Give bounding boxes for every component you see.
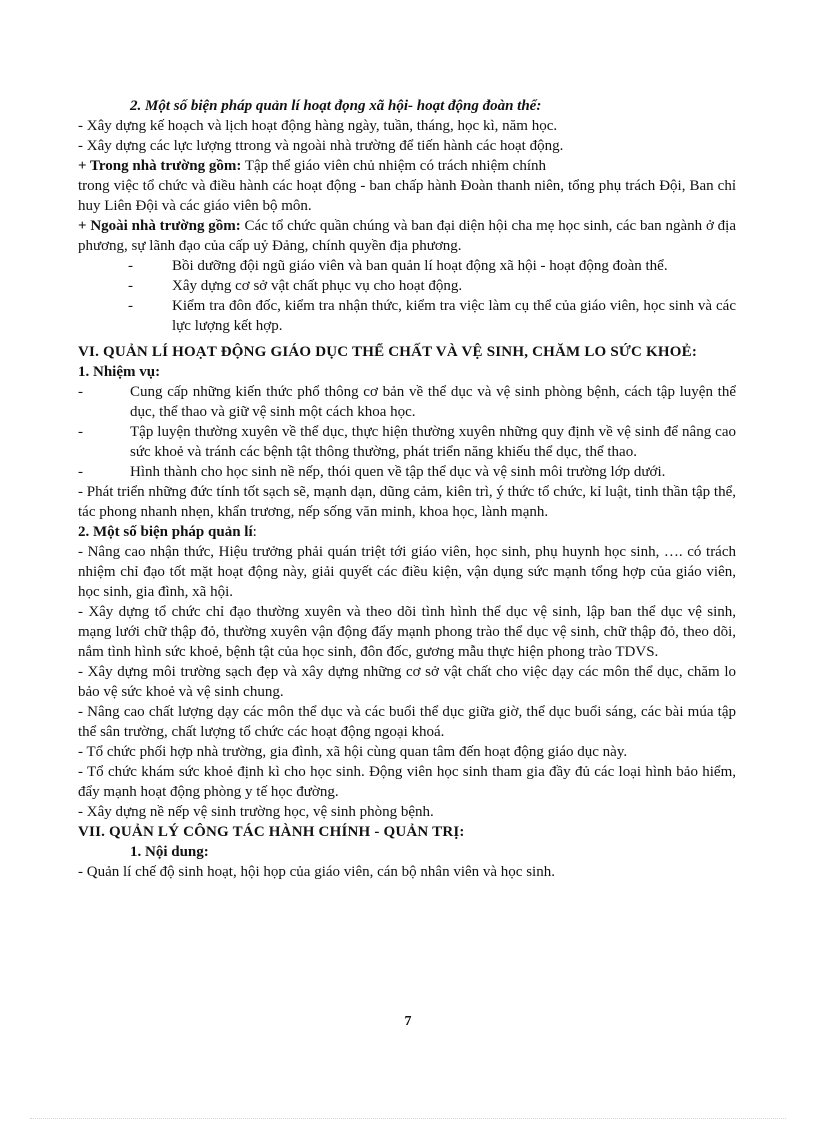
list-item-text: Kiểm tra đôn đốc, kiểm tra nhận thức, kiểm tra việc làm cụ thể của giáo viên, học sinh và các lực lượng kết hợp.: [172, 298, 736, 334]
measure-list: [78, 256, 736, 336]
paragraph: trong việc tổ chức và điều hành các hoạt động - ban chấp hành Đoàn thanh niên, tổng phụ trách Đội, Ban chỉ huy Liên Đội và các giáo viên bộ môn.: [78, 178, 736, 214]
list-bullet: -: [78, 464, 83, 480]
list-item-text: Cung cấp những kiến thức phổ thông cơ bản về thể dục và vệ sinh phòng bệnh, cách tập luyện thể dục, thể thao và giữ vệ sinh một cách khoa học.: [130, 384, 736, 420]
list-bullet: -: [128, 278, 133, 294]
list-item-text: Hình thành cho học sinh nề nếp, thói quen về tập thể dục và vệ sinh môi trường lớp dưới.: [130, 464, 666, 480]
paragraph: - Nâng cao nhận thức, Hiệu trưởng phải quán triệt tới giáo viên, học sinh, phụ huynh học sinh, …. có trách nhiệm chỉ đạo tốt mặt hoạt động này, giải quyết các điều kiện, vận dụng sức mạnh tổng hợp của giáo viên, học sinh, gia đình, xã hội.: [78, 544, 736, 600]
inside-school-label: + Trong nhà trường gồm:: [78, 158, 242, 174]
list-item-text: Xây dựng cơ sở vật chất phục vụ cho hoạt động.: [172, 278, 463, 294]
list-item: [128, 296, 736, 336]
list-item-text: Tập luyện thường xuyên về thể dục, thực hiện thường xuyên những quy định về vệ sinh để nâng cao sức khoẻ và tránh các bệnh tật thông thường, phát triển năng khiếu thể dục, thể thao.: [130, 424, 736, 460]
outside-school-text: Các tổ chức quần chúng và ban đại diện hội cha mẹ học sinh, các ban ngành ở địa phương, sự lãnh đạo của cấp uỷ Đảng, chính quyền địa phương.: [78, 218, 737, 254]
section-2-heading: 2. Một số biện pháp quản lí hoạt đọng xã hội- hoạt động đoàn thể:: [130, 98, 542, 114]
paragraph: - Xây dựng tổ chức chỉ đạo thường xuyên và theo dõi tình hình thể dục vệ sinh, lập ban thể dục vệ sinh, mạng lưới chữ thập đỏ, thường xuyên vận động đẩy mạnh phong trào thể dục vệ sinh, chữ thập đỏ, theo dõi, nắm tình hình sức khoẻ, bệnh tật của học sinh, đôn đốc, gương mẫu thực hiện phong trào TDVS.: [78, 604, 736, 660]
page-bottom-border: [30, 1118, 786, 1119]
list-item: [78, 422, 736, 462]
page-number: 7: [404, 1014, 412, 1029]
paragraph: - Tổ chức phối hợp nhà trường, gia đình, xã hội cùng quan tâm đến hoạt động giáo dục này.: [78, 744, 628, 760]
paragraph: - Xây dựng các lực lượng ttrong và ngoài nhà trường để tiến hành các hoạt động.: [78, 138, 564, 154]
list-bullet: -: [128, 298, 133, 314]
paragraph: - Xây dựng môi trường sạch đẹp và xây dựng những cơ sở vật chất cho việc dạy các môn thể dục, chăm lo bảo vệ sức khoẻ và vệ sinh chung.: [78, 664, 736, 700]
task-list: [78, 382, 736, 482]
list-item: [128, 256, 736, 276]
section-7-heading: VII. QUẢN LÝ CÔNG TÁC HÀNH CHÍNH - QUẢN TRỊ:: [78, 824, 465, 840]
section-6-2-heading-text: 2. Một số biện pháp quản lí: [78, 524, 253, 540]
list-bullet: -: [128, 258, 133, 274]
heading-colon: :: [252, 524, 257, 540]
outside-school-label: + Ngoài nhà trường gồm:: [78, 218, 241, 234]
section-6-heading: VI. QUẢN LÍ HOẠT ĐỘNG GIÁO DỤC THỂ CHẤT VÀ VỆ SINH, CHĂM LO SỨC KHOẺ:: [78, 344, 698, 360]
list-item: [78, 462, 736, 482]
list-bullet: -: [78, 384, 83, 400]
list-item: [128, 276, 736, 296]
paragraph: - Nâng cao chất lượng dạy các môn thể dục và các buổi thể dục giữa giờ, thể dục buổi sáng, các bài múa tập thể sân trường, chất lượng tổ chức các hoạt động ngoại khoá.: [78, 704, 736, 740]
list-bullet: -: [78, 424, 83, 440]
document-body: [78, 96, 736, 882]
list-item-text: Bồi dưỡng đội ngũ giáo viên và ban quản lí hoạt động xã hội - hoạt động đoàn thể.: [172, 258, 668, 274]
list-item: [78, 382, 736, 422]
inside-school-text: Tập thể giáo viên chủ nhiệm có trách nhiệm chính: [241, 158, 547, 174]
paragraph-inside-school: [78, 156, 736, 176]
paragraph: - Quản lí chế độ sinh hoạt, hội họp của giáo viên, cán bộ nhân viên và học sinh.: [78, 864, 555, 880]
section-7-1-heading: 1. Nội dung:: [130, 844, 209, 860]
paragraph-outside-school: [78, 216, 736, 256]
paragraph: - Xây dựng kế hoạch và lịch hoạt động hàng ngày, tuần, tháng, học kì, năm học.: [78, 118, 558, 134]
paragraph: - Tổ chức khám sức khoẻ định kì cho học sinh. Động viên học sinh tham gia đầy đủ các loại hình bảo hiểm, đẩy mạnh hoạt động phòng y tế học đường.: [78, 764, 736, 800]
section-6-1-heading: 1. Nhiệm vụ:: [78, 364, 161, 380]
paragraph: - Xây dựng nề nếp vệ sinh trường học, vệ sinh phòng bệnh.: [78, 804, 434, 820]
paragraph: - Phát triển những đức tính tốt sạch sẽ, mạnh dạn, dũng cảm, kiên trì, ý thức tổ chức, kỉ luật, tinh thần tập thể, tác phong nhanh nhẹn, khẩn trương, nếp sống văn minh, khoa học, lành mạnh.: [78, 484, 736, 520]
section-6-2-heading: [78, 522, 736, 542]
